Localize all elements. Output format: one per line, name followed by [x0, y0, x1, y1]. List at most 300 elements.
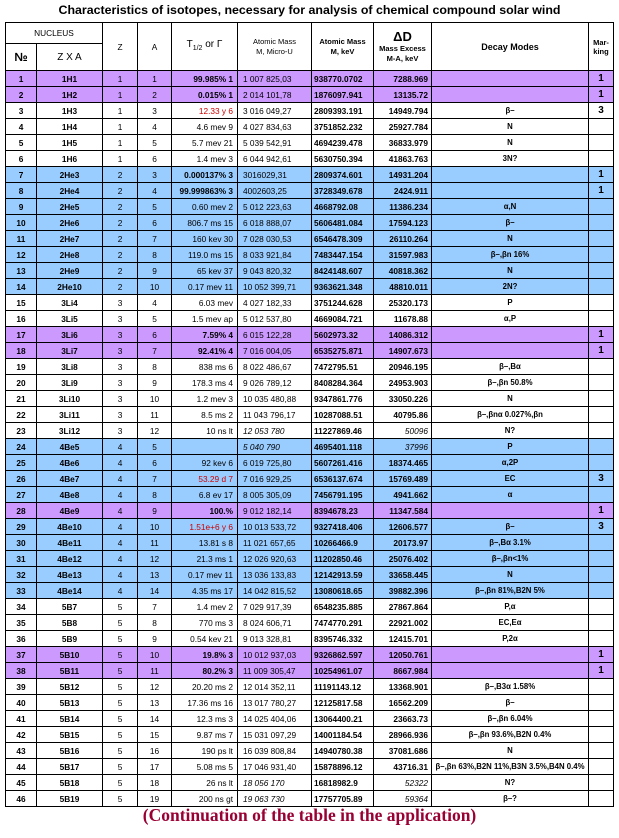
- atomic-mass-micro-u: 3016029,31: [238, 167, 312, 183]
- atomic-mass-kev: 12142913.59: [312, 567, 374, 583]
- atomic-mass-kev: 16818982.9: [312, 775, 374, 791]
- half-life: 119.0 ms 15: [172, 247, 238, 263]
- proton-number: 5: [103, 711, 138, 727]
- decay-modes: N: [432, 391, 589, 407]
- row-number: 13: [6, 263, 37, 279]
- atomic-mass-micro-u: 17 046 931,40: [238, 759, 312, 775]
- mass-number: 19: [138, 791, 172, 807]
- mass-excess: 50096: [374, 423, 432, 439]
- mass-number: 9: [138, 503, 172, 519]
- row-number: 1: [6, 71, 37, 87]
- mass-excess: 12415.701: [374, 631, 432, 647]
- isotope-symbol: 4Be11: [37, 535, 103, 551]
- row-number: 14: [6, 279, 37, 295]
- mass-number: 11: [138, 535, 172, 551]
- half-life: 6.8 ev 17: [172, 487, 238, 503]
- decay-modes: [432, 647, 589, 663]
- isotope-symbol: 3Li4: [37, 295, 103, 311]
- decay-modes: 2N?: [432, 279, 589, 295]
- atomic-mass-micro-u: 4 027 182,33: [238, 295, 312, 311]
- isotope-symbol: 3Li7: [37, 343, 103, 359]
- proton-number: 5: [103, 615, 138, 631]
- table-row: [6, 215, 614, 231]
- marking: [589, 743, 614, 759]
- decay-modes: N: [432, 231, 589, 247]
- half-life: 9.87 ms 7: [172, 727, 238, 743]
- proton-number: 4: [103, 551, 138, 567]
- atomic-mass-micro-u: 14 025 404,06: [238, 711, 312, 727]
- row-number: 27: [6, 487, 37, 503]
- proton-number: 5: [103, 679, 138, 695]
- atomic-mass-kev: 5630750.394: [312, 151, 374, 167]
- marking: [589, 247, 614, 263]
- header-atomic-mass-kev: Atomic Mass M, keV: [312, 23, 374, 71]
- table-row: [6, 727, 614, 743]
- proton-number: 4: [103, 519, 138, 535]
- marking: [589, 631, 614, 647]
- mass-excess: 43716.31: [374, 759, 432, 775]
- marking: 1: [589, 167, 614, 183]
- row-number: 41: [6, 711, 37, 727]
- mass-number: 18: [138, 775, 172, 791]
- row-number: 8: [6, 183, 37, 199]
- decay-modes: N?: [432, 775, 589, 791]
- table-row: [6, 407, 614, 423]
- atomic-mass-kev: 7474770.291: [312, 615, 374, 631]
- mass-excess: 39882.396: [374, 583, 432, 599]
- row-number: 30: [6, 535, 37, 551]
- mass-number: 6: [138, 151, 172, 167]
- isotope-symbol: 3Li10: [37, 391, 103, 407]
- row-number: 22: [6, 407, 37, 423]
- mass-excess: 25320.173: [374, 295, 432, 311]
- atomic-mass-micro-u: 6 044 942,61: [238, 151, 312, 167]
- isotope-symbol: 4Be6: [37, 455, 103, 471]
- atomic-mass-micro-u: 14 042 815,52: [238, 583, 312, 599]
- marking: [589, 695, 614, 711]
- proton-number: 2: [103, 199, 138, 215]
- mass-excess: 12606.577: [374, 519, 432, 535]
- row-number: 38: [6, 663, 37, 679]
- isotope-symbol: 1H4: [37, 119, 103, 135]
- decay-modes: [432, 343, 589, 359]
- atomic-mass-kev: 10254961.07: [312, 663, 374, 679]
- proton-number: 5: [103, 775, 138, 791]
- proton-number: 2: [103, 167, 138, 183]
- half-life: 0.000137% 3: [172, 167, 238, 183]
- row-number: 21: [6, 391, 37, 407]
- table-row: [6, 647, 614, 663]
- row-number: 16: [6, 311, 37, 327]
- table-row: [6, 359, 614, 375]
- proton-number: 5: [103, 631, 138, 647]
- atomic-mass-micro-u: 12 014 352,11: [238, 679, 312, 695]
- isotope-symbol: 5B19: [37, 791, 103, 807]
- decay-modes: P,2α: [432, 631, 589, 647]
- half-life: 1.4 mev 3: [172, 151, 238, 167]
- atomic-mass-kev: 3751852.232: [312, 119, 374, 135]
- mass-excess: 25076.402: [374, 551, 432, 567]
- mass-number: 7: [138, 343, 172, 359]
- proton-number: 4: [103, 487, 138, 503]
- row-number: 17: [6, 327, 37, 343]
- atomic-mass-kev: 9327418.406: [312, 519, 374, 535]
- row-number: 11: [6, 231, 37, 247]
- half-life: 26 ns lt: [172, 775, 238, 791]
- atomic-mass-micro-u: 11 043 796,17: [238, 407, 312, 423]
- half-life: 0.015% 1: [172, 87, 238, 103]
- isotope-symbol: 5B12: [37, 679, 103, 695]
- table-row: [6, 375, 614, 391]
- atomic-mass-kev: 6535275.871: [312, 343, 374, 359]
- atomic-mass-kev: 13080618.65: [312, 583, 374, 599]
- decay-modes: β–,Bα 3.1%: [432, 535, 589, 551]
- atomic-mass-kev: 14940780.38: [312, 743, 374, 759]
- atomic-mass-kev: 13064400.21: [312, 711, 374, 727]
- half-life: 4.6 mev 9: [172, 119, 238, 135]
- marking: [589, 407, 614, 423]
- atomic-mass-micro-u: 1 007 825,03: [238, 71, 312, 87]
- atomic-mass-kev: 7472795.51: [312, 359, 374, 375]
- isotope-symbol: 5B15: [37, 727, 103, 743]
- half-life: 838 ms 6: [172, 359, 238, 375]
- decay-modes: α,P: [432, 311, 589, 327]
- decay-modes: β–,B3α 1.58%: [432, 679, 589, 695]
- table-row: [6, 487, 614, 503]
- row-number: 6: [6, 151, 37, 167]
- atomic-mass-micro-u: 10 052 399,71: [238, 279, 312, 295]
- atomic-mass-micro-u: 19 063 730: [238, 791, 312, 807]
- half-life: 190 ps lt: [172, 743, 238, 759]
- isotope-symbol: 5B8: [37, 615, 103, 631]
- row-number: 33: [6, 583, 37, 599]
- proton-number: 5: [103, 647, 138, 663]
- proton-number: 3: [103, 343, 138, 359]
- mass-excess: 4941.662: [374, 487, 432, 503]
- atomic-mass-micro-u: 10 012 937,03: [238, 647, 312, 663]
- table-row: [6, 679, 614, 695]
- atomic-mass-kev: 8394678.23: [312, 503, 374, 519]
- marking: 1: [589, 647, 614, 663]
- atomic-mass-micro-u: 6 018 888,07: [238, 215, 312, 231]
- mass-excess: 48810.011: [374, 279, 432, 295]
- table-row: [6, 71, 614, 87]
- decay-modes: [432, 663, 589, 679]
- mass-excess: 20946.195: [374, 359, 432, 375]
- atomic-mass-micro-u: 11 009 305,47: [238, 663, 312, 679]
- decay-modes: N: [432, 119, 589, 135]
- mass-number: 7: [138, 231, 172, 247]
- mass-excess: 11678.88: [374, 311, 432, 327]
- table-row: [6, 247, 614, 263]
- row-number: 39: [6, 679, 37, 695]
- table-row: [6, 519, 614, 535]
- mass-number: 13: [138, 567, 172, 583]
- proton-number: 2: [103, 247, 138, 263]
- proton-number: 3: [103, 359, 138, 375]
- atomic-mass-micro-u: 18 056 170: [238, 775, 312, 791]
- proton-number: 3: [103, 391, 138, 407]
- mass-number: 5: [138, 199, 172, 215]
- row-number: 5: [6, 135, 37, 151]
- decay-modes: α: [432, 487, 589, 503]
- half-life: 200 ns gt: [172, 791, 238, 807]
- isotope-symbol: 1H3: [37, 103, 103, 119]
- isotope-symbol: 5B10: [37, 647, 103, 663]
- atomic-mass-kev: 9347861.776: [312, 391, 374, 407]
- mass-excess: 59364: [374, 791, 432, 807]
- mass-excess: 40818.362: [374, 263, 432, 279]
- isotope-symbol: 3Li6: [37, 327, 103, 343]
- proton-number: 1: [103, 135, 138, 151]
- table-row: [6, 135, 614, 151]
- marking: [589, 151, 614, 167]
- table-body: [6, 71, 614, 807]
- marking: [589, 711, 614, 727]
- mass-number: 6: [138, 455, 172, 471]
- decay-modes: β–: [432, 215, 589, 231]
- half-life: 178.3 ms 4: [172, 375, 238, 391]
- marking: [589, 295, 614, 311]
- half-life: 0.17 mev 11: [172, 567, 238, 583]
- atomic-mass-kev: 5606481.084: [312, 215, 374, 231]
- mass-number: 4: [138, 295, 172, 311]
- decay-modes: β–,βn 6.04%: [432, 711, 589, 727]
- atomic-mass-micro-u: 10 013 533,72: [238, 519, 312, 535]
- table-row: [6, 663, 614, 679]
- isotope-symbol: 5B13: [37, 695, 103, 711]
- mass-excess: 25927.784: [374, 119, 432, 135]
- decay-modes: β–,βn 63%,B2N 11%,B3N 3.5%,B4N 0.4%: [432, 759, 589, 775]
- atomic-mass-micro-u: 15 031 097,29: [238, 727, 312, 743]
- atomic-mass-kev: 8395746.332: [312, 631, 374, 647]
- proton-number: 2: [103, 183, 138, 199]
- row-number: 25: [6, 455, 37, 471]
- atomic-mass-kev: 3751244.628: [312, 295, 374, 311]
- marking: [589, 599, 614, 615]
- table-row: [6, 775, 614, 791]
- mass-number: 10: [138, 391, 172, 407]
- atomic-mass-kev: 8408284.364: [312, 375, 374, 391]
- mass-number: 6: [138, 215, 172, 231]
- half-life: 1.51e+6 y 6: [172, 519, 238, 535]
- half-life: 1.2 mev 3: [172, 391, 238, 407]
- table-row: [6, 711, 614, 727]
- atomic-mass-micro-u: 10 035 480,88: [238, 391, 312, 407]
- table-row: [6, 599, 614, 615]
- mass-number: 4: [138, 183, 172, 199]
- atomic-mass-kev: 11227869.46: [312, 423, 374, 439]
- row-number: 40: [6, 695, 37, 711]
- half-life: 160 kev 30: [172, 231, 238, 247]
- table-row: [6, 423, 614, 439]
- mass-excess: 28966.936: [374, 727, 432, 743]
- marking: [589, 679, 614, 695]
- proton-number: 4: [103, 503, 138, 519]
- isotope-symbol: 4Be14: [37, 583, 103, 599]
- mass-number: 8: [138, 359, 172, 375]
- half-life: 10 ns lt: [172, 423, 238, 439]
- half-life: 99.985% 1: [172, 71, 238, 87]
- atomic-mass-kev: 6536137.674: [312, 471, 374, 487]
- mass-excess: 15769.489: [374, 471, 432, 487]
- atomic-mass-micro-u: 8 022 486,67: [238, 359, 312, 375]
- decay-modes: P: [432, 295, 589, 311]
- table-row: [6, 439, 614, 455]
- isotope-symbol: 5B18: [37, 775, 103, 791]
- half-life: 0.54 kev 21: [172, 631, 238, 647]
- half-life: 13.81 s 8: [172, 535, 238, 551]
- decay-modes: β–,βnα 0.027%,βn: [432, 407, 589, 423]
- decay-modes: EC,Eα: [432, 615, 589, 631]
- proton-number: 2: [103, 231, 138, 247]
- atomic-mass-kev: 12125817.58: [312, 695, 374, 711]
- table-row: [6, 615, 614, 631]
- half-life: 7.59% 4: [172, 327, 238, 343]
- row-number: 35: [6, 615, 37, 631]
- marking: [589, 359, 614, 375]
- mass-number: 9: [138, 631, 172, 647]
- mass-excess: 14931.204: [374, 167, 432, 183]
- table-row: [6, 183, 614, 199]
- mass-excess: 24953.903: [374, 375, 432, 391]
- atomic-mass-kev: 6546478.309: [312, 231, 374, 247]
- isotope-symbol: 1H6: [37, 151, 103, 167]
- isotope-symbol: 4Be7: [37, 471, 103, 487]
- atomic-mass-micro-u: 7 016 004,05: [238, 343, 312, 359]
- proton-number: 4: [103, 455, 138, 471]
- marking: 1: [589, 87, 614, 103]
- proton-number: 1: [103, 103, 138, 119]
- mass-number: 12: [138, 423, 172, 439]
- half-life: 806.7 ms 15: [172, 215, 238, 231]
- atomic-mass-kev: 4668792.08: [312, 199, 374, 215]
- proton-number: 4: [103, 471, 138, 487]
- mass-excess: 14949.794: [374, 103, 432, 119]
- atomic-mass-kev: 15878896.12: [312, 759, 374, 775]
- isotope-symbol: 4Be10: [37, 519, 103, 535]
- isotope-symbol: 2He8: [37, 247, 103, 263]
- marking: [589, 199, 614, 215]
- isotope-symbol: 5B16: [37, 743, 103, 759]
- mass-excess: 16562.209: [374, 695, 432, 711]
- marking: [589, 455, 614, 471]
- isotope-symbol: 3Li11: [37, 407, 103, 423]
- marking: [589, 391, 614, 407]
- decay-modes: N: [432, 135, 589, 151]
- atomic-mass-micro-u: 3 016 049,27: [238, 103, 312, 119]
- table-row: [6, 631, 614, 647]
- atomic-mass-kev: 5607261.416: [312, 455, 374, 471]
- mass-excess: 36833.979: [374, 135, 432, 151]
- atomic-mass-micro-u: 5 040 790: [238, 439, 312, 455]
- header-a: A: [138, 23, 172, 71]
- table-row: [6, 103, 614, 119]
- isotope-symbol: 5B7: [37, 599, 103, 615]
- atomic-mass-kev: 11202850.46: [312, 551, 374, 567]
- half-life: 21.3 ms 1: [172, 551, 238, 567]
- mass-excess: 11386.234: [374, 199, 432, 215]
- mass-number: 5: [138, 311, 172, 327]
- row-number: 23: [6, 423, 37, 439]
- table-row: [6, 535, 614, 551]
- proton-number: 3: [103, 407, 138, 423]
- isotope-symbol: 3Li5: [37, 311, 103, 327]
- half-life: 80.2% 3: [172, 663, 238, 679]
- header-atomic-mass-micro: Atomic Mass M, Micro-U: [238, 23, 312, 71]
- table-row: [6, 695, 614, 711]
- atomic-mass-kev: 10287088.51: [312, 407, 374, 423]
- marking: [589, 775, 614, 791]
- table-row: [6, 471, 614, 487]
- mass-number: 6: [138, 327, 172, 343]
- marking: [589, 279, 614, 295]
- half-life: 92 kev 6: [172, 455, 238, 471]
- decay-modes: β–,βn 16%: [432, 247, 589, 263]
- atomic-mass-kev: 2809393.191: [312, 103, 374, 119]
- proton-number: 4: [103, 535, 138, 551]
- row-number: 7: [6, 167, 37, 183]
- atomic-mass-micro-u: 8 005 305,09: [238, 487, 312, 503]
- half-life: [172, 439, 238, 455]
- atomic-mass-kev: 6548235.885: [312, 599, 374, 615]
- table-row: [6, 279, 614, 295]
- proton-number: 2: [103, 215, 138, 231]
- isotope-symbol: 4Be12: [37, 551, 103, 567]
- atomic-mass-kev: 11191143.12: [312, 679, 374, 695]
- proton-number: 1: [103, 151, 138, 167]
- isotope-symbol: 1H2: [37, 87, 103, 103]
- proton-number: 5: [103, 743, 138, 759]
- decay-modes: [432, 327, 589, 343]
- mass-number: 14: [138, 711, 172, 727]
- isotope-table: [5, 22, 614, 807]
- row-number: 32: [6, 567, 37, 583]
- row-number: 19: [6, 359, 37, 375]
- row-number: 24: [6, 439, 37, 455]
- marking: 1: [589, 183, 614, 199]
- header-half-life: $T_{1/2}$ or Γ: [172, 23, 238, 71]
- decay-modes: [432, 183, 589, 199]
- marking: 3: [589, 103, 614, 119]
- proton-number: 4: [103, 439, 138, 455]
- mass-number: 14: [138, 583, 172, 599]
- marking: [589, 119, 614, 135]
- page-title: Characteristics of isotopes, necessary for analysis of chemical compound solar wind: [58, 3, 561, 17]
- decay-modes: P,α: [432, 599, 589, 615]
- mass-number: 11: [138, 407, 172, 423]
- row-number: 34: [6, 599, 37, 615]
- marking: [589, 727, 614, 743]
- table-row: [6, 759, 614, 775]
- mass-number: 13: [138, 695, 172, 711]
- table-row: [6, 87, 614, 103]
- row-number: 28: [6, 503, 37, 519]
- proton-number: 3: [103, 295, 138, 311]
- atomic-mass-micro-u: 6 019 725,80: [238, 455, 312, 471]
- atomic-mass-micro-u: 7 029 917,39: [238, 599, 312, 615]
- atomic-mass-kev: 5602973.32: [312, 327, 374, 343]
- mass-number: 8: [138, 615, 172, 631]
- row-number: 2: [6, 87, 37, 103]
- table-row: [6, 743, 614, 759]
- proton-number: 5: [103, 663, 138, 679]
- isotope-symbol: 5B17: [37, 759, 103, 775]
- marking: 3: [589, 519, 614, 535]
- table-row: [6, 567, 614, 583]
- marking: [589, 375, 614, 391]
- atomic-mass-kev: 10266466.9: [312, 535, 374, 551]
